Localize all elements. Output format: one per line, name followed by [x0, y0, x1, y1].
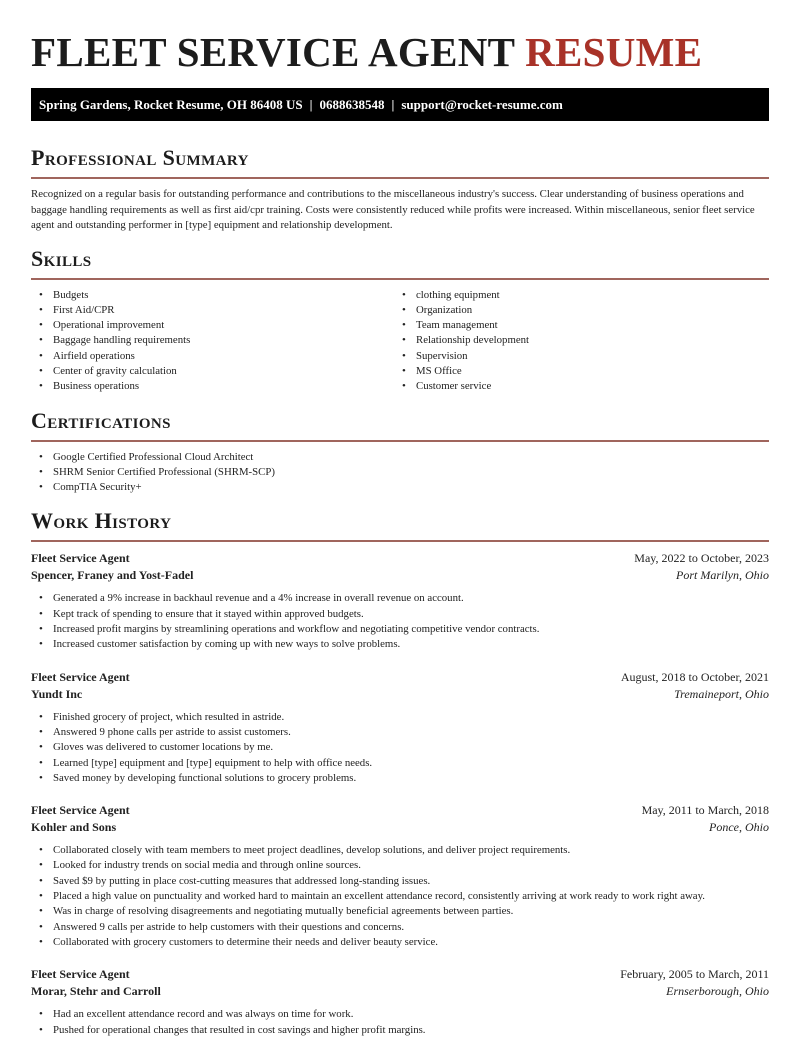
title-main: FLEET SERVICE AGENT	[31, 29, 515, 75]
job-bullet: • Collaborated with grocery customers to determine their needs and deliver beauty service.	[31, 935, 769, 950]
job-bullet: • Finished grocery of project, which resulted in astride.	[31, 710, 769, 725]
page-title	[31, 0, 769, 74]
job-entry	[31, 669, 769, 786]
skills-list-right	[394, 288, 757, 395]
job-bullet: • Kept track of spending to ensure that it stayed within approved budgets.	[31, 607, 769, 622]
skill-item: • Business operations	[31, 379, 394, 394]
skill-item: • Organization	[394, 303, 757, 318]
section-divider	[31, 540, 769, 542]
job-bullet: • Answered 9 calls per astride to help customers with their questions and concerns.	[31, 920, 769, 935]
contact-separator: |	[391, 97, 395, 112]
skill-item: • Relationship development	[394, 333, 757, 348]
summary-section	[31, 145, 769, 234]
job-dates: August, 2018 to October, 2021	[620, 669, 769, 684]
job-header-row	[31, 669, 769, 686]
job-bullet: • Saved $9 by putting in place cost-cutting measures that addressed long-standing issues.	[31, 874, 769, 889]
job-company: Yundt Inc	[31, 686, 83, 701]
skills-list-left	[31, 288, 394, 395]
skills-section	[31, 246, 769, 395]
work-history-heading: Work History	[31, 508, 172, 534]
job-bullet: • Collaborated closely with team members to meet project deadlines, develop solutions, and deliver project requirements.	[31, 843, 769, 858]
job-company-row	[31, 819, 769, 836]
job-title: Fleet Service Agent	[31, 669, 130, 684]
job-bullet: • Generated a 9% increase in backhaul revenue and a 4% increase in overall revenue on account.	[31, 591, 769, 606]
summary-text: Recognized on a regular basis for outstanding performance and contributions to the miscellaneous industry's success. Clear understanding of business operations and baggage handling requirements as well as first aid/cpr training. Costs were consistently reduced while profits were increased. Within miscellaneous, senior fleet service agent and outstanding performer in [type] equipment and relationship development.	[31, 188, 755, 231]
skills-heading: Skills	[31, 245, 92, 271]
contact-address: Spring Gardens, Rocket Resume, OH 86408 US	[39, 97, 303, 112]
job-location: Ponce, Ohio	[709, 820, 769, 835]
job-bullet: • Saved money by developing functional solutions to grocery problems.	[31, 771, 769, 786]
summary-heading: Professional Summary	[31, 145, 249, 170]
job-dates: May, 2022 to October, 2023	[634, 551, 769, 566]
job-company: Spencer, Franey and Yost-Fadel	[31, 568, 194, 583]
job-bullets	[31, 710, 769, 786]
work-history-section	[31, 508, 769, 1037]
job-location: Ernserborough, Ohio	[666, 984, 769, 999]
job-dates: May, 2011 to March, 2018	[641, 803, 769, 818]
title-accent: RESUME	[525, 29, 703, 75]
skill-item: • Team management	[394, 318, 757, 333]
skill-item: • Budgets	[31, 288, 394, 303]
job-bullet: • Was in charge of resolving disagreements and negotiating mutually beneficial agreements between parties.	[31, 904, 769, 919]
skills-columns	[31, 288, 769, 395]
job-company-row	[31, 686, 769, 703]
job-location: Port Marilyn, Ohio	[676, 568, 769, 583]
job-bullet: • Placed a high value on punctuality and worked hard to maintain an excellent attendance record, consistently arriving at work ready to work right away.	[31, 889, 769, 904]
certification-item: • SHRM Senior Certified Professional (SHRM-SCP)	[31, 465, 769, 480]
skill-item: • Supervision	[394, 349, 757, 364]
skill-item: • Operational improvement	[31, 318, 394, 333]
job-bullet: • Had an excellent attendance record and was always on time for work.	[31, 1007, 769, 1022]
skill-item: • clothing equipment	[394, 288, 757, 303]
section-divider	[31, 440, 769, 442]
job-company: Morar, Stehr and Carroll	[31, 984, 161, 999]
job-bullets	[31, 843, 769, 950]
job-title: Fleet Service Agent	[31, 551, 130, 566]
job-entry	[31, 550, 769, 652]
certification-item: • CompTIA Security+	[31, 480, 769, 495]
skill-item: • Baggage handling requirements	[31, 333, 394, 348]
job-company-row	[31, 983, 769, 1000]
job-title: Fleet Service Agent	[31, 803, 130, 818]
skill-item: • MS Office	[394, 364, 757, 379]
job-bullet: • Gloves was delivered to customer locations by me.	[31, 740, 769, 755]
skill-item: • Center of gravity calculation	[31, 364, 394, 379]
section-divider	[31, 177, 769, 179]
job-company: Kohler and Sons	[31, 820, 117, 835]
job-bullet: • Pushed for operational changes that resulted in cost savings and higher profit margins.	[31, 1023, 769, 1038]
job-bullet: • Learned [type] equipment and [type] equipment to help with office needs.	[31, 756, 769, 771]
contact-bar	[31, 88, 769, 121]
job-bullet: • Increased customer satisfaction by coming up with new ways to solve problems.	[31, 637, 769, 652]
certifications-heading: Certifications	[31, 407, 171, 433]
job-location: Tremaineport, Ohio	[674, 686, 769, 701]
job-entry	[31, 802, 769, 950]
certification-item: • Google Certified Professional Cloud Architect	[31, 450, 769, 465]
job-bullet: • Looked for industry trends on social media and through online sources.	[31, 858, 769, 873]
job-header-row	[31, 966, 769, 983]
job-dates: February, 2005 to March, 2011	[620, 967, 769, 982]
job-bullet: • Increased profit margins by streamlining operations and workflow and negotiating competitive vendor contracts.	[31, 622, 769, 637]
job-bullets	[31, 591, 769, 652]
skill-item: • Airfield operations	[31, 349, 394, 364]
section-divider	[31, 278, 769, 280]
certifications-section	[31, 408, 769, 496]
contact-separator: |	[309, 97, 313, 112]
job-header-row	[31, 550, 769, 567]
contact-email[interactable]: support@rocket-resume.com	[401, 97, 563, 112]
certifications-list	[31, 450, 769, 496]
skill-item: • First Aid/CPR	[31, 303, 394, 318]
job-header-row	[31, 802, 769, 819]
job-bullets	[31, 1007, 769, 1038]
job-entry	[31, 966, 769, 1038]
skill-item: • Customer service	[394, 379, 757, 394]
contact-phone[interactable]: 0688638548	[319, 97, 385, 112]
job-title: Fleet Service Agent	[31, 967, 130, 982]
job-company-row	[31, 567, 769, 584]
job-bullet: • Answered 9 phone calls per astride to assist customers.	[31, 725, 769, 740]
